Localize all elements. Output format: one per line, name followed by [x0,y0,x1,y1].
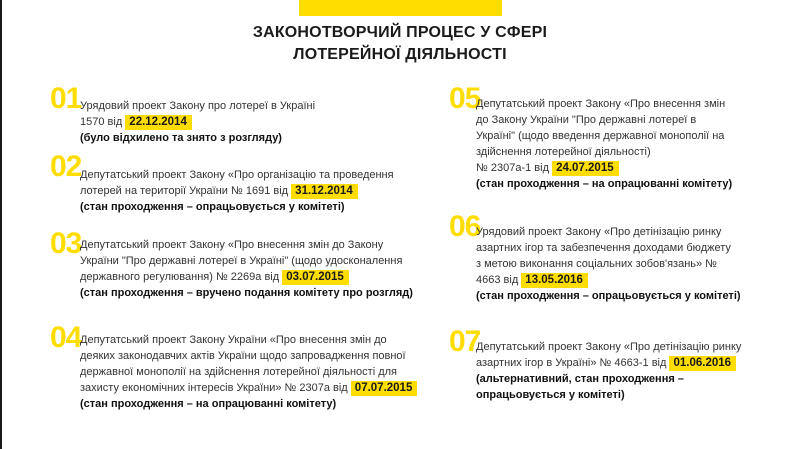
item-body [80,167,394,215]
date-highlight: 31.12.2014 [291,184,358,199]
item-text-line: Україні" (щодо введення державної монополії на [476,130,725,142]
item-text-line: Депутатський проект Закону «Про детінізацію ринку [476,341,742,353]
date-highlight: 13.05.2016 [521,273,588,288]
item-text-line: Депутатський проект Закону України «Про внесення змін до [80,334,387,346]
status-text: (стан проходження – опрацьовується у комітеті) [80,201,345,213]
status-text: (стан проходження – на опрацюванні комітету) [80,398,337,410]
item-text-line: Урядовий проект Закону «Про детінізацію ринку [476,226,722,238]
item-body [476,339,741,403]
item-text-line: Депутатський проект Закону «Про організацію та проведення [80,169,394,181]
item-number: 04 [50,321,82,354]
page-left-border [0,0,2,449]
item-date-line [80,114,315,130]
date-highlight: 01.06.2016 [669,356,736,371]
item-text-line: Депутатський проект Закону «Про внесення змін [476,98,726,110]
item-date-line [476,272,741,288]
top-accent-bar [299,0,502,16]
item-body [80,332,417,412]
item-text-line: державної монополії на здійснення лотерейної діяльності для [80,366,397,378]
item-date-line [476,355,741,371]
item-text-line: деяких законодавчих актів України щодо запровадження повної [80,350,406,362]
item-number-text: лотерей на території України № 1691 від [80,185,289,197]
item-number: 06 [449,210,481,243]
item-number-text: захисту економічних інтересів України» № 2307а від [80,382,348,394]
item-number-text: № 2307а-1 від [476,162,549,174]
item-number: 07 [449,325,481,358]
item-text-line: Урядовий проект Закону про лотереї в Україні [80,100,316,112]
date-highlight: 22.12.2014 [125,115,192,130]
page-title [0,22,800,66]
item-text-line: Депутатський проект Закону «Про внесення змін до Закону [80,239,384,251]
status-text: (стан проходження – на опрацюванні комітету) [476,178,733,190]
item-body [80,98,315,146]
item-number: 03 [50,227,82,260]
item-number-text: азартних ігор в Україні» № 4663-1 від [476,357,667,369]
item-text-line: азартних ігор та забезпечення доходами бюджету [476,242,731,254]
item-number-text: 1570 від [80,116,123,128]
item-number-text: державного регулювання) № 2269а від [80,271,280,283]
date-highlight: 24.07.2015 [552,161,619,176]
date-highlight: 03.07.2015 [282,270,349,285]
status-text: (стан проходження – опрацьовується у комітеті) [476,290,741,302]
status-text: (було відхилено та знято з розгляду) [80,132,282,144]
item-date-line [80,183,394,199]
item-date-line [476,160,732,176]
item-number: 05 [449,82,481,115]
status-text: опрацьовується у комітеті) [476,389,625,401]
item-text-line: здійснення лотерейної діяльності) [476,146,651,158]
status-text: (стан проходження – вручено подання комітету про розгляд) [80,287,413,299]
item-text-line: до Закону України "Про державні лотереї в [476,114,697,126]
status-text: (альтернативний, стан проходження – [476,373,684,385]
item-date-line [80,380,417,396]
item-text-line: України "Про державні лотереї в Україні" (щодо удосконалення [80,255,403,267]
title-line-2: ЛОТЕРЕЙНОЇ ДІЯЛЬНОСТІ [293,46,507,63]
item-body [80,237,413,301]
item-date-line [80,269,413,285]
item-body [476,96,732,192]
date-highlight: 07.07.2015 [351,381,418,396]
item-body [476,224,741,304]
item-number: 01 [50,82,82,115]
item-text-line: з метою виконання соціальних зобов'язань» № [476,258,717,270]
title-line-1: ЗАКОНОТВОРЧИЙ ПРОЦЕС У СФЕРІ [252,24,548,41]
item-number-text: 4663 від [476,274,519,286]
item-number: 02 [50,150,82,183]
